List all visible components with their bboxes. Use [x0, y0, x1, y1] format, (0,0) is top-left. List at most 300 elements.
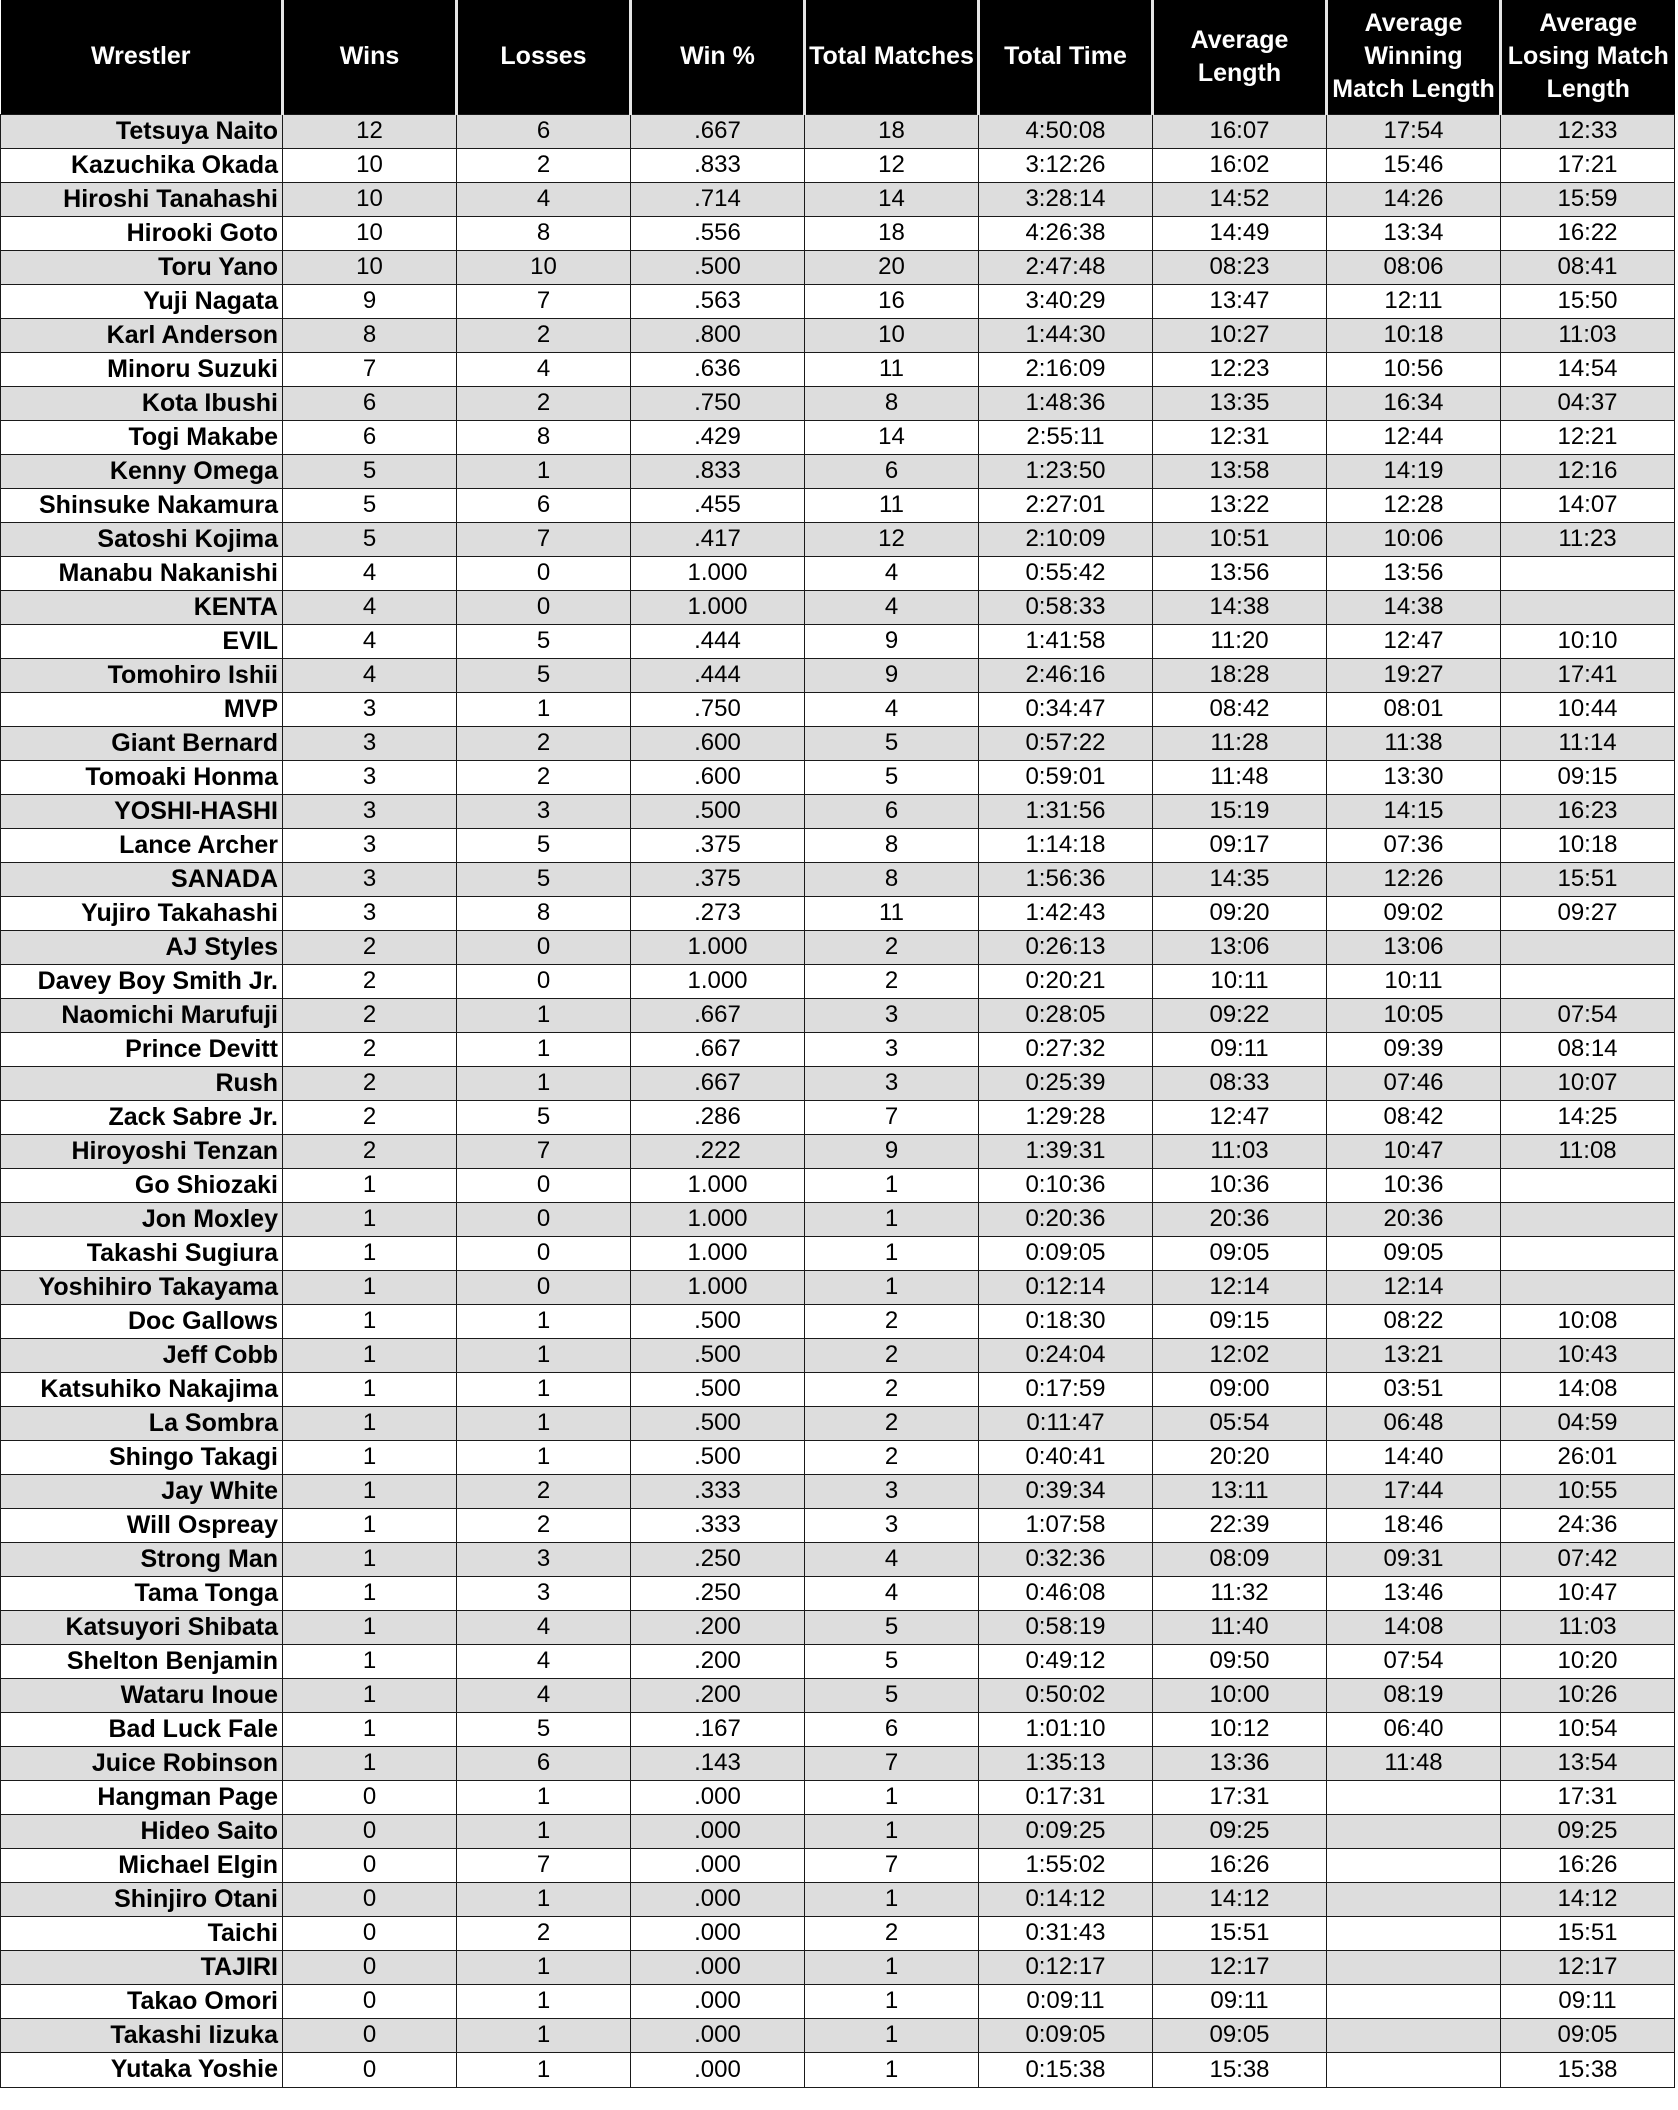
average-losing-length-cell: 10:44 — [1501, 692, 1675, 726]
average-length-cell: 13:47 — [1153, 284, 1327, 318]
wrestler-name: Shelton Benjamin — [1, 1644, 283, 1678]
wrestler-name: Yoshihiro Takayama — [1, 1270, 283, 1304]
win-percent-cell: 1.000 — [631, 1168, 805, 1202]
table-row — [1, 1542, 1675, 1576]
wins-cell: 2 — [283, 930, 457, 964]
table-row — [1, 1576, 1675, 1610]
win-percent-cell: .667 — [631, 1032, 805, 1066]
table-row — [1, 1882, 1675, 1916]
wins-cell: 1 — [283, 1712, 457, 1746]
wrestler-name: Manabu Nakanishi — [1, 556, 283, 590]
wrestler-name: Jeff Cobb — [1, 1338, 283, 1372]
wrestler-name: Toru Yano — [1, 250, 283, 284]
total-matches-cell: 7 — [805, 1100, 979, 1134]
average-length-cell: 15:19 — [1153, 794, 1327, 828]
losses-cell: 5 — [457, 1100, 631, 1134]
wrestler-name: Tomoaki Honma — [1, 760, 283, 794]
average-losing-length-cell: 10:10 — [1501, 624, 1675, 658]
total-matches-cell: 4 — [805, 1542, 979, 1576]
average-length-cell: 10:00 — [1153, 1678, 1327, 1712]
win-percent-cell: .600 — [631, 726, 805, 760]
wrestler-name: Shinsuke Nakamura — [1, 488, 283, 522]
wrestler-name: Naomichi Marufuji — [1, 998, 283, 1032]
average-winning-length-cell: 13:34 — [1327, 216, 1501, 250]
average-losing-length-cell: 10:08 — [1501, 1304, 1675, 1338]
wrestler-name: Doc Gallows — [1, 1304, 283, 1338]
total-matches-cell: 4 — [805, 692, 979, 726]
losses-cell: 2 — [457, 1508, 631, 1542]
total-time-cell: 0:17:31 — [979, 1780, 1153, 1814]
average-winning-length-cell: 13:46 — [1327, 1576, 1501, 1610]
losses-cell: 8 — [457, 896, 631, 930]
total-time-cell: 0:58:33 — [979, 590, 1153, 624]
average-length-cell: 09:05 — [1153, 2018, 1327, 2052]
average-winning-length-cell: 09:05 — [1327, 1236, 1501, 1270]
average-losing-length-cell: 14:12 — [1501, 1882, 1675, 1916]
win-percent-cell: .750 — [631, 386, 805, 420]
table-row — [1, 284, 1675, 318]
average-losing-length-cell: 09:05 — [1501, 2018, 1675, 2052]
total-matches-cell: 11 — [805, 896, 979, 930]
average-length-cell: 09:17 — [1153, 828, 1327, 862]
total-time-cell: 0:14:12 — [979, 1882, 1153, 1916]
total-matches-cell: 2 — [805, 1406, 979, 1440]
table-row — [1, 692, 1675, 726]
win-percent-cell: 1.000 — [631, 1202, 805, 1236]
losses-cell: 0 — [457, 590, 631, 624]
total-time-cell: 0:55:42 — [979, 556, 1153, 590]
average-winning-length-cell: 08:06 — [1327, 250, 1501, 284]
total-matches-cell: 3 — [805, 1032, 979, 1066]
header-total-time: Total Time — [979, 0, 1153, 114]
average-winning-length-cell: 07:54 — [1327, 1644, 1501, 1678]
average-losing-length-cell: 04:59 — [1501, 1406, 1675, 1440]
total-matches-cell: 1 — [805, 1270, 979, 1304]
total-time-cell: 0:09:05 — [979, 1236, 1153, 1270]
wrestler-name: EVIL — [1, 624, 283, 658]
total-time-cell: 1:23:50 — [979, 454, 1153, 488]
average-winning-length-cell: 09:39 — [1327, 1032, 1501, 1066]
total-matches-cell: 9 — [805, 624, 979, 658]
total-time-cell: 0:50:02 — [979, 1678, 1153, 1712]
average-length-cell: 11:28 — [1153, 726, 1327, 760]
losses-cell: 10 — [457, 250, 631, 284]
total-time-cell: 0:46:08 — [979, 1576, 1153, 1610]
average-winning-length-cell: 08:19 — [1327, 1678, 1501, 1712]
wrestler-name: Yutaka Yoshie — [1, 2052, 283, 2087]
wrestler-name: Yujiro Takahashi — [1, 896, 283, 930]
wrestler-name: Jon Moxley — [1, 1202, 283, 1236]
losses-cell: 1 — [457, 454, 631, 488]
average-length-cell: 16:02 — [1153, 148, 1327, 182]
total-matches-cell: 5 — [805, 1644, 979, 1678]
table-row — [1, 930, 1675, 964]
total-matches-cell: 20 — [805, 250, 979, 284]
wrestler-name: Hirooki Goto — [1, 216, 283, 250]
wins-cell: 2 — [283, 1032, 457, 1066]
average-winning-length-cell: 19:27 — [1327, 658, 1501, 692]
average-length-cell: 13:35 — [1153, 386, 1327, 420]
win-percent-cell: .375 — [631, 828, 805, 862]
average-winning-length-cell: 17:44 — [1327, 1474, 1501, 1508]
average-length-cell: 12:02 — [1153, 1338, 1327, 1372]
total-time-cell: 1:31:56 — [979, 794, 1153, 828]
total-time-cell: 0:49:12 — [979, 1644, 1153, 1678]
win-percent-cell: .000 — [631, 2018, 805, 2052]
average-length-cell: 11:03 — [1153, 1134, 1327, 1168]
wins-cell: 1 — [283, 1236, 457, 1270]
total-time-cell: 2:46:16 — [979, 658, 1153, 692]
table-row — [1, 862, 1675, 896]
average-losing-length-cell — [1501, 964, 1675, 998]
total-time-cell: 1:14:18 — [979, 828, 1153, 862]
table-row — [1, 760, 1675, 794]
table-row — [1, 1780, 1675, 1814]
losses-cell: 1 — [457, 1338, 631, 1372]
table-row — [1, 1338, 1675, 1372]
total-matches-cell: 2 — [805, 1440, 979, 1474]
wins-cell: 1 — [283, 1508, 457, 1542]
header-total-matches: Total Matches — [805, 0, 979, 114]
wrestler-name: Tomohiro Ishii — [1, 658, 283, 692]
losses-cell: 7 — [457, 522, 631, 556]
table-row — [1, 1372, 1675, 1406]
average-length-cell: 09:11 — [1153, 1984, 1327, 2018]
average-winning-length-cell: 20:36 — [1327, 1202, 1501, 1236]
table-row — [1, 420, 1675, 454]
average-winning-length-cell: 08:01 — [1327, 692, 1501, 726]
table-header — [1, 0, 1675, 114]
total-time-cell: 2:10:09 — [979, 522, 1153, 556]
average-losing-length-cell: 11:08 — [1501, 1134, 1675, 1168]
wrestler-name: Shinjiro Otani — [1, 1882, 283, 1916]
losses-cell: 1 — [457, 1882, 631, 1916]
table-row — [1, 828, 1675, 862]
wins-cell: 2 — [283, 1066, 457, 1100]
average-winning-length-cell — [1327, 1916, 1501, 1950]
average-length-cell: 17:31 — [1153, 1780, 1327, 1814]
wrestler-name: Hiroyoshi Tenzan — [1, 1134, 283, 1168]
average-losing-length-cell: 04:37 — [1501, 386, 1675, 420]
total-matches-cell: 5 — [805, 726, 979, 760]
average-losing-length-cell: 12:21 — [1501, 420, 1675, 454]
average-winning-length-cell: 10:56 — [1327, 352, 1501, 386]
total-matches-cell: 3 — [805, 1508, 979, 1542]
average-winning-length-cell: 16:34 — [1327, 386, 1501, 420]
losses-cell: 8 — [457, 420, 631, 454]
average-winning-length-cell: 10:47 — [1327, 1134, 1501, 1168]
average-losing-length-cell: 15:51 — [1501, 1916, 1675, 1950]
average-losing-length-cell — [1501, 556, 1675, 590]
wins-cell: 3 — [283, 692, 457, 726]
table-row — [1, 1678, 1675, 1712]
average-length-cell: 08:33 — [1153, 1066, 1327, 1100]
losses-cell: 1 — [457, 1814, 631, 1848]
win-percent-cell: .000 — [631, 1984, 805, 2018]
average-winning-length-cell: 13:06 — [1327, 930, 1501, 964]
win-percent-cell: 1.000 — [631, 590, 805, 624]
total-time-cell: 2:27:01 — [979, 488, 1153, 522]
total-time-cell: 0:27:32 — [979, 1032, 1153, 1066]
header-wins: Wins — [283, 0, 457, 114]
wins-cell: 1 — [283, 1372, 457, 1406]
average-length-cell: 18:28 — [1153, 658, 1327, 692]
average-length-cell: 09:05 — [1153, 1236, 1327, 1270]
wrestler-name: Minoru Suzuki — [1, 352, 283, 386]
total-matches-cell: 1 — [805, 1780, 979, 1814]
average-length-cell: 14:52 — [1153, 182, 1327, 216]
average-losing-length-cell: 10:18 — [1501, 828, 1675, 862]
average-winning-length-cell — [1327, 1848, 1501, 1882]
table-row — [1, 1508, 1675, 1542]
average-losing-length-cell: 17:21 — [1501, 148, 1675, 182]
table-row — [1, 794, 1675, 828]
wrestler-name: YOSHI-HASHI — [1, 794, 283, 828]
total-time-cell: 1:39:31 — [979, 1134, 1153, 1168]
average-winning-length-cell: 11:48 — [1327, 1746, 1501, 1780]
losses-cell: 1 — [457, 1984, 631, 2018]
average-winning-length-cell: 14:40 — [1327, 1440, 1501, 1474]
total-time-cell: 0:15:38 — [979, 2052, 1153, 2087]
average-length-cell: 11:32 — [1153, 1576, 1327, 1610]
losses-cell: 5 — [457, 862, 631, 896]
average-losing-length-cell: 10:07 — [1501, 1066, 1675, 1100]
total-time-cell: 3:12:26 — [979, 148, 1153, 182]
header-average-winning-length: Average Winning Match Length — [1327, 0, 1501, 114]
win-percent-cell: .500 — [631, 250, 805, 284]
wins-cell: 1 — [283, 1406, 457, 1440]
average-length-cell: 14:49 — [1153, 216, 1327, 250]
win-percent-cell: .636 — [631, 352, 805, 386]
total-time-cell: 4:50:08 — [979, 114, 1153, 148]
table-row — [1, 1066, 1675, 1100]
average-winning-length-cell — [1327, 1882, 1501, 1916]
wins-cell: 0 — [283, 2052, 457, 2087]
wrestler-name: Hiroshi Tanahashi — [1, 182, 283, 216]
win-percent-cell: .200 — [631, 1644, 805, 1678]
win-percent-cell: .000 — [631, 1882, 805, 1916]
average-winning-length-cell: 07:46 — [1327, 1066, 1501, 1100]
table-row — [1, 250, 1675, 284]
wins-cell: 2 — [283, 964, 457, 998]
total-matches-cell: 16 — [805, 284, 979, 318]
average-losing-length-cell: 26:01 — [1501, 1440, 1675, 1474]
average-length-cell: 12:47 — [1153, 1100, 1327, 1134]
win-percent-cell: .750 — [631, 692, 805, 726]
total-matches-cell: 12 — [805, 148, 979, 182]
wrestler-name: Katsuyori Shibata — [1, 1610, 283, 1644]
total-matches-cell: 14 — [805, 420, 979, 454]
total-matches-cell: 3 — [805, 998, 979, 1032]
average-length-cell: 10:27 — [1153, 318, 1327, 352]
average-winning-length-cell: 14:26 — [1327, 182, 1501, 216]
wrestler-name: Will Ospreay — [1, 1508, 283, 1542]
wrestler-name: Shingo Takagi — [1, 1440, 283, 1474]
win-percent-cell: .143 — [631, 1746, 805, 1780]
win-percent-cell: .222 — [631, 1134, 805, 1168]
average-losing-length-cell: 08:41 — [1501, 250, 1675, 284]
average-length-cell: 13:22 — [1153, 488, 1327, 522]
losses-cell: 4 — [457, 1678, 631, 1712]
average-losing-length-cell: 10:26 — [1501, 1678, 1675, 1712]
losses-cell: 5 — [457, 828, 631, 862]
wins-cell: 9 — [283, 284, 457, 318]
table-row — [1, 2018, 1675, 2052]
average-losing-length-cell: 14:54 — [1501, 352, 1675, 386]
total-matches-cell: 8 — [805, 386, 979, 420]
average-length-cell: 15:51 — [1153, 1916, 1327, 1950]
total-time-cell: 0:12:17 — [979, 1950, 1153, 1984]
table-row — [1, 216, 1675, 250]
wrestler-name: Tama Tonga — [1, 1576, 283, 1610]
total-matches-cell: 2 — [805, 1372, 979, 1406]
wrestler-name: Yuji Nagata — [1, 284, 283, 318]
average-losing-length-cell: 16:23 — [1501, 794, 1675, 828]
header-average-losing-length: Average Losing Match Length — [1501, 0, 1675, 114]
wins-cell: 3 — [283, 760, 457, 794]
total-matches-cell: 9 — [805, 658, 979, 692]
win-percent-cell: .500 — [631, 1440, 805, 1474]
wins-cell: 1 — [283, 1610, 457, 1644]
average-length-cell: 09:20 — [1153, 896, 1327, 930]
total-matches-cell: 2 — [805, 1304, 979, 1338]
total-time-cell: 0:09:05 — [979, 2018, 1153, 2052]
wins-cell: 1 — [283, 1746, 457, 1780]
total-matches-cell: 12 — [805, 522, 979, 556]
wrestler-name: Juice Robinson — [1, 1746, 283, 1780]
wins-cell: 10 — [283, 182, 457, 216]
wrestler-name: Karl Anderson — [1, 318, 283, 352]
table-row — [1, 1984, 1675, 2018]
total-time-cell: 1:56:36 — [979, 862, 1153, 896]
total-matches-cell: 4 — [805, 1576, 979, 1610]
table-row — [1, 2052, 1675, 2087]
total-time-cell: 3:28:14 — [979, 182, 1153, 216]
wins-cell: 3 — [283, 828, 457, 862]
losses-cell: 6 — [457, 488, 631, 522]
total-time-cell: 0:39:34 — [979, 1474, 1153, 1508]
total-matches-cell: 2 — [805, 964, 979, 998]
average-length-cell: 10:11 — [1153, 964, 1327, 998]
wrestler-name: Kazuchika Okada — [1, 148, 283, 182]
average-winning-length-cell: 12:47 — [1327, 624, 1501, 658]
wins-cell: 3 — [283, 726, 457, 760]
average-length-cell: 20:36 — [1153, 1202, 1327, 1236]
total-time-cell: 1:55:02 — [979, 1848, 1153, 1882]
total-time-cell: 0:34:47 — [979, 692, 1153, 726]
wrestler-name: Tetsuya Naito — [1, 114, 283, 148]
win-percent-cell: 1.000 — [631, 1270, 805, 1304]
total-time-cell: 0:25:39 — [979, 1066, 1153, 1100]
average-losing-length-cell: 09:27 — [1501, 896, 1675, 930]
wins-cell: 6 — [283, 386, 457, 420]
wins-cell: 4 — [283, 556, 457, 590]
wrestler-name: Taichi — [1, 1916, 283, 1950]
average-losing-length-cell: 14:08 — [1501, 1372, 1675, 1406]
wins-cell: 2 — [283, 1134, 457, 1168]
total-time-cell: 1:01:10 — [979, 1712, 1153, 1746]
average-winning-length-cell: 13:30 — [1327, 760, 1501, 794]
average-winning-length-cell: 10:11 — [1327, 964, 1501, 998]
losses-cell: 2 — [457, 1474, 631, 1508]
wins-cell: 2 — [283, 998, 457, 1032]
win-percent-cell: 1.000 — [631, 964, 805, 998]
wrestler-name: Takao Omori — [1, 1984, 283, 2018]
wins-cell: 1 — [283, 1202, 457, 1236]
table-row — [1, 1610, 1675, 1644]
table-row — [1, 1814, 1675, 1848]
average-losing-length-cell: 12:16 — [1501, 454, 1675, 488]
losses-cell: 4 — [457, 352, 631, 386]
average-losing-length-cell: 17:41 — [1501, 658, 1675, 692]
win-percent-cell: .714 — [631, 182, 805, 216]
average-losing-length-cell: 13:54 — [1501, 1746, 1675, 1780]
total-matches-cell: 1 — [805, 1202, 979, 1236]
win-percent-cell: .800 — [631, 318, 805, 352]
average-winning-length-cell: 03:51 — [1327, 1372, 1501, 1406]
average-losing-length-cell: 15:59 — [1501, 182, 1675, 216]
average-winning-length-cell — [1327, 2052, 1501, 2087]
average-winning-length-cell — [1327, 1950, 1501, 1984]
total-matches-cell: 1 — [805, 1984, 979, 2018]
average-losing-length-cell: 09:15 — [1501, 760, 1675, 794]
losses-cell: 8 — [457, 216, 631, 250]
average-length-cell: 16:26 — [1153, 1848, 1327, 1882]
losses-cell: 1 — [457, 2018, 631, 2052]
average-winning-length-cell: 13:56 — [1327, 556, 1501, 590]
table-row — [1, 726, 1675, 760]
wins-cell: 1 — [283, 1270, 457, 1304]
total-time-cell: 0:20:36 — [979, 1202, 1153, 1236]
wins-cell: 5 — [283, 522, 457, 556]
table-row — [1, 590, 1675, 624]
wrestler-name: Rush — [1, 1066, 283, 1100]
losses-cell: 5 — [457, 624, 631, 658]
total-matches-cell: 14 — [805, 182, 979, 216]
losses-cell: 1 — [457, 1304, 631, 1338]
total-matches-cell: 1 — [805, 1236, 979, 1270]
win-percent-cell: .500 — [631, 1338, 805, 1372]
total-matches-cell: 1 — [805, 2052, 979, 2087]
wins-cell: 12 — [283, 114, 457, 148]
losses-cell: 3 — [457, 1576, 631, 1610]
total-time-cell: 2:47:48 — [979, 250, 1153, 284]
wins-cell: 4 — [283, 658, 457, 692]
win-percent-cell: .833 — [631, 148, 805, 182]
wins-cell: 4 — [283, 590, 457, 624]
average-length-cell: 13:36 — [1153, 1746, 1327, 1780]
table-row — [1, 1304, 1675, 1338]
table-row — [1, 658, 1675, 692]
table-row — [1, 1746, 1675, 1780]
average-winning-length-cell: 08:42 — [1327, 1100, 1501, 1134]
wrestler-name: Go Shiozaki — [1, 1168, 283, 1202]
wins-cell: 0 — [283, 1950, 457, 1984]
win-percent-cell: .500 — [631, 1304, 805, 1338]
wins-cell: 1 — [283, 1168, 457, 1202]
wins-cell: 1 — [283, 1474, 457, 1508]
table-row — [1, 1134, 1675, 1168]
average-losing-length-cell: 09:11 — [1501, 1984, 1675, 2018]
average-length-cell: 10:12 — [1153, 1712, 1327, 1746]
average-winning-length-cell: 08:22 — [1327, 1304, 1501, 1338]
wins-cell: 10 — [283, 148, 457, 182]
wrestler-name: Lance Archer — [1, 828, 283, 862]
losses-cell: 6 — [457, 114, 631, 148]
total-time-cell: 2:16:09 — [979, 352, 1153, 386]
average-length-cell: 09:15 — [1153, 1304, 1327, 1338]
losses-cell: 6 — [457, 1746, 631, 1780]
